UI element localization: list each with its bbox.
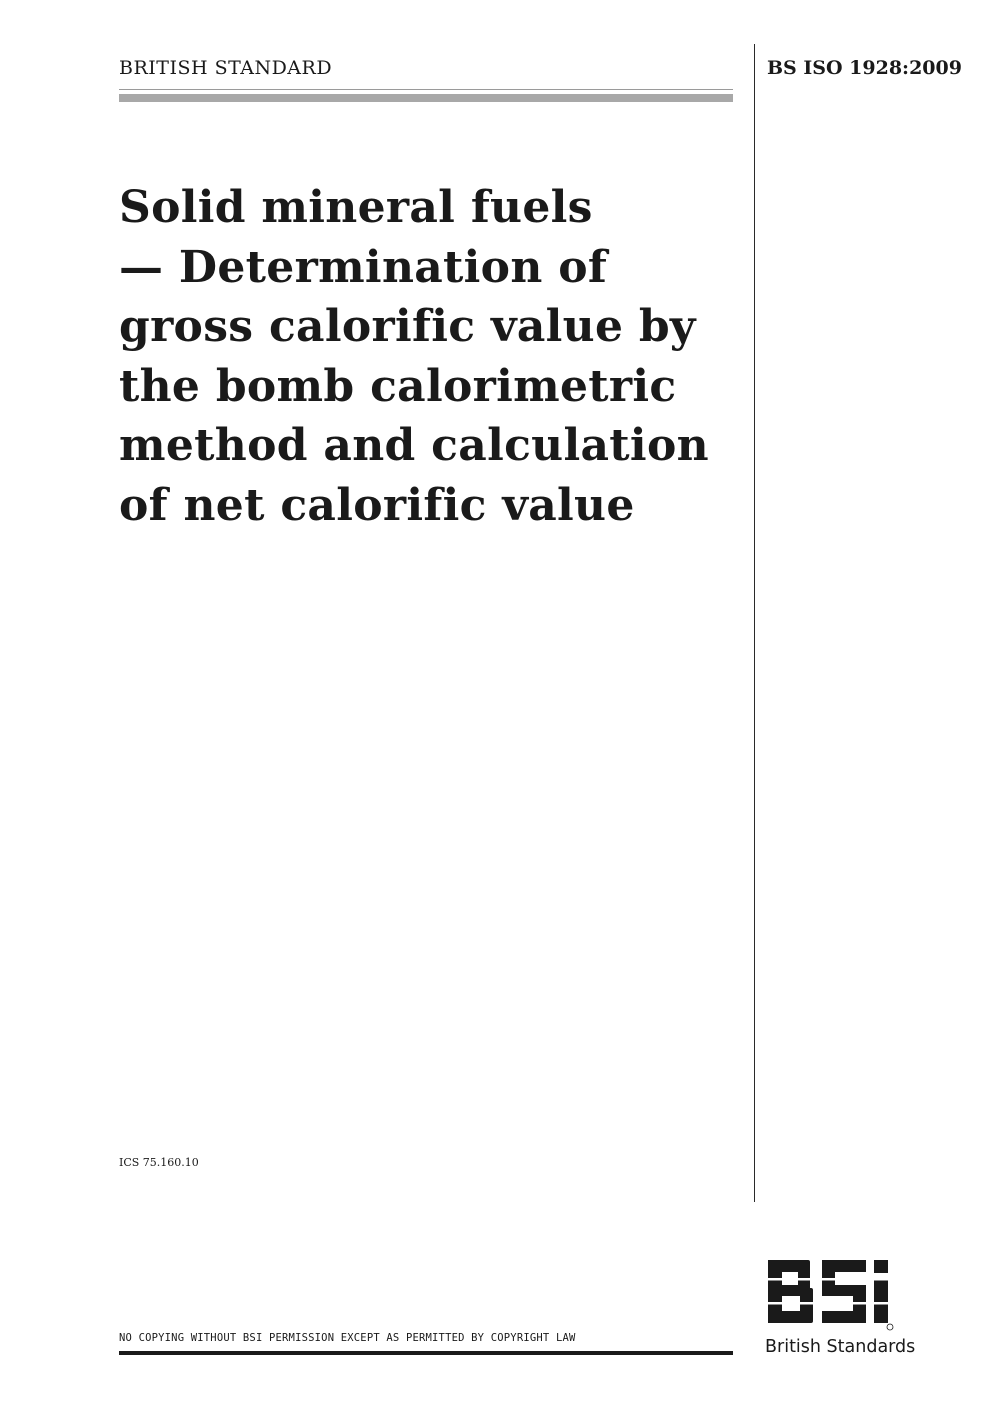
header-rule-thick: [119, 94, 733, 102]
document-title: [119, 178, 739, 535]
title-line: method and calculation: [119, 420, 709, 471]
title-line: Solid mineral fuels: [119, 182, 593, 233]
title-line: gross calorific value by: [119, 301, 696, 352]
title-line: — Determination of: [119, 241, 608, 293]
logo-i-stem: [874, 1279, 888, 1323]
title-line: of net calorific value: [119, 479, 635, 531]
title-line: the bomb calorimetric: [119, 360, 677, 412]
logo-b-lower-bowl: [800, 1288, 813, 1323]
ics-classification: ICS 75.160.10: [119, 1156, 199, 1169]
standard-type-label: BRITISH STANDARD: [119, 57, 333, 79]
copyright-notice: NO COPYING WITHOUT BSI PERMISSION EXCEPT AS PERMITTED BY COPYRIGHT LAW: [119, 1332, 576, 1344]
footer-rule: [119, 1351, 733, 1355]
header-rule-thin: [119, 89, 733, 90]
logo-i-dot: [874, 1260, 888, 1273]
brand-name: British Standards: [765, 1337, 916, 1357]
vertical-divider: [754, 44, 755, 1202]
registered-mark-circle: [887, 1324, 893, 1330]
logo-s-bottom: [822, 1311, 866, 1323]
document-number: BS ISO 1928:2009: [767, 57, 962, 79]
